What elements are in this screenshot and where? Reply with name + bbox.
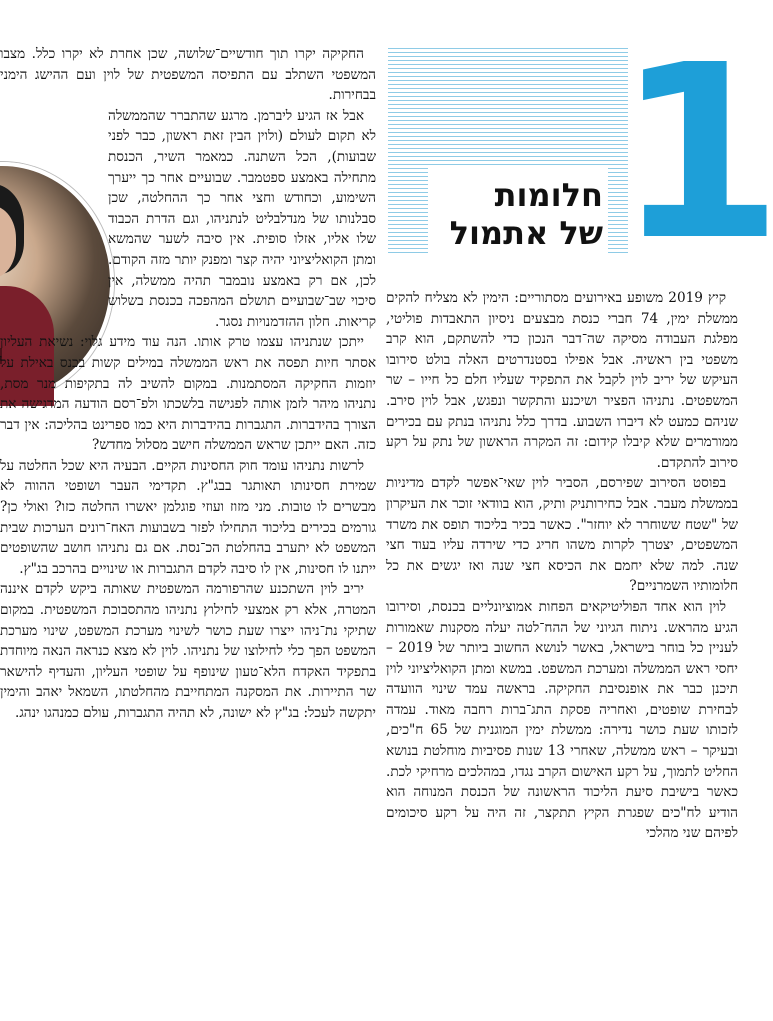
paragraph: אבל אז הגיע ליברמן. מרגע שהתברר שהממשלה לא תקום לעולם (ולוין הבין זאת ראשון, כבר לפני שבועות), הכל השתנה. כמאמר השיר, הכנסת מתחילה באמצע ספטמבר. שבועיים אחר כך ייערך השימוע, וכחודש וחצי אחר כך ההחלטה, שכן סבלנותו של מנדלבליט לנתניהו, וגם הדרת הכבוד שלו אליו, אזלו סופית. אין סיבה לשער שהמשא ומתן הקואליציוני יהיה קצר ומפנק יותר מזה הקודם. לכן, אם רק באמצע נובמבר תהיה ממשלה, אין סיכוי שב־שבועיים תושלם המהפכה בכנסת בשלוש קריאות. חלון ההזדמנויות נסגר. xyxy=(108,107,376,330)
left-text-column xyxy=(0,44,376,994)
right-text-column xyxy=(386,288,738,988)
paragraph: בפוסט הסירוב שפירסם, הסביר לוין שאי־אפשר לקדם מדיניות בממשלת מעבר. אבל כחירותניק ותיק, הוא בוודאי זוכר את העיקרון של "שטח ששוחרר לא יוחזר". כאשר בכיר בליכוד תופס את משרד המשפטים, יצטרך לקרות משהו חריג כדי שירדה עליו בעוד חצי שנה. למה שלא יחמם את הכיסא חצי שנה ואז יגשים את כל חלומותיו השמרניים? xyxy=(386,475,738,595)
paragraph: לוין הוא אחד הפוליטיקאים הפחות אמוציונליים בכנסת, וסירובו הגיע מהראש. ניתוח הגיוני של ההח־לטה יעלה מסקנות שאמורות לעניין כל בוחר בישראל, באשר לנושא החשוב ביותר של 2019 – יחסי ראש הממשלה ומערכת המשפט. במשא ומתן הקואליציוני לוין תיכנן כבר את אופנסיבת החקיקה. בראשה עמד שינוי הוועדה לבחירת שופטים, ואחריה פסקת התג־ברות רחבה מאוד. עמדה לזכותו שעת כושר נדירה: ממשלת ימין המוגנית של 65 ח"כים, ובעיקר – ראש ממשלה, שאחרי 13 שנות פסיביות מוחלטת בנושא החליט לתמוך, על רקע האישום הקרב נגדו, במהלכים מרחיקי לכת. כאשר בישיבת סיעת הליכוד הראשונה של הכנסת המנוחה הוא הודיע לח"כים שפגרת הקיץ תתקצר, זה היה על רקע סיכומים לפיהם שני מהלכי xyxy=(386,598,738,842)
paragraph: החקיקה יקרו תוך חודשיים־שלושה, שכן אחרת לא יקרו כלל. מצבו המשפטי השתלב עם התפיסה המשפטית של לוין ועם ההישג הימני בבחירות. xyxy=(0,46,376,104)
paragraph: יריב לוין השתכנע שהרפורמה המשפטית שאותה ביקש לקדם איננה המטרה, אלא רק אמצעי לחילוץ נתניהו מהתסבוכת המשפטית. במקום שתיקי נת־ניהו ייצרו שעת כושר לשינוי מערכת המשפט, שינוי מערכת המשפט הפך כלי לחילוצו של נתניהו. לוין לא מצא כנראה הנאה מיוחדת בתפקיד האקדח הלא־טעון שינופף על שופטי העליון, והעדיף להישאר שר התיירות. את המסקנה המתחייבת מהחלטתו, השמאל יאהב והימין יתקשה לעכל: בג"ץ לא ישונה, לא תהיה התגברות, עולם כמנהגו ינהג. xyxy=(0,581,376,721)
item-number: 1 xyxy=(616,13,773,293)
paragraph: קיץ 2019 משופע באירועים מסתוריים: הימין לא מצליח להקים ממשלת ימין, 74 חברי כנסת מבצעים ניסיון התאבדות פוליטי, מפלגת העבודה מסיקה שה־דבר הנכון כדי להשתקם, הוא קרב משפטי בין ראשיה. אבל אפילו בסטנדרטים האלה בולט סירובו העיקש של יריב לוין לקבל את התפקיד שעליו חלם כל חייו – שר המשפטים. נתניהו הפציר ושיכנע והתקשר ונפגש, אבל לוין סירב. שניהם כמעט לא דיברו השבוע. בדרך כלל נתניהו בנתק עם בכירים ממורמרים שלא קיבלו קידום: זה המקרה הראשון של נתק על רקע סירוב להתקדם. xyxy=(386,290,738,471)
headline-line-2: של אתמול xyxy=(449,214,603,252)
article-headline xyxy=(403,176,603,252)
headline-line-1: חלומות xyxy=(494,176,603,214)
headline-block xyxy=(388,13,773,293)
paragraph: ייתכן שנתניהו עצמו טרק אותו. הנה עוד מידע גלוי: נשיאת העליון אסתר חיות תפסה את ראש הממשלה במילים קשות בכנס באילת על יוזמות החקיקה המסתמנות. במקום להשיב לה בתקיפות מנר מסת, נתניהו מיהר לזמן אותה לפגישה בלשכתו ולפ־רסם הודעה המדגישה את הצורך בהידברות. התגברות בהידברות היא כמו ספרינט בהליכה: אין דבר כזה. האם ייתכן שראש הממשלה חישב מסלול מחדש? xyxy=(0,334,376,454)
paragraph: לרשות נתניהו עומד חוק החסינות הקיים. הבעיה היא שכל החלטה על שמירת חסינותו תאותגר בבג"ץ. תקדימי העבר ושופטי ההווה לא מבשרים לו טובות. מני מזוז ועוזי פוגלמן יאשרו החלטה כזו? ואולי כן? גורמים בכירים בליכוד התחילו לפזר בשבועות האח־רונים הערכות שבית המשפט לא יתערב בהחלטת הכ־נסת. אם גם נתניהו חושב שהשופטים ייתנו לו חסינות, אין לו סיבה לקדם התגברות או שינויים בהרכב בג"ץ. xyxy=(0,457,376,577)
